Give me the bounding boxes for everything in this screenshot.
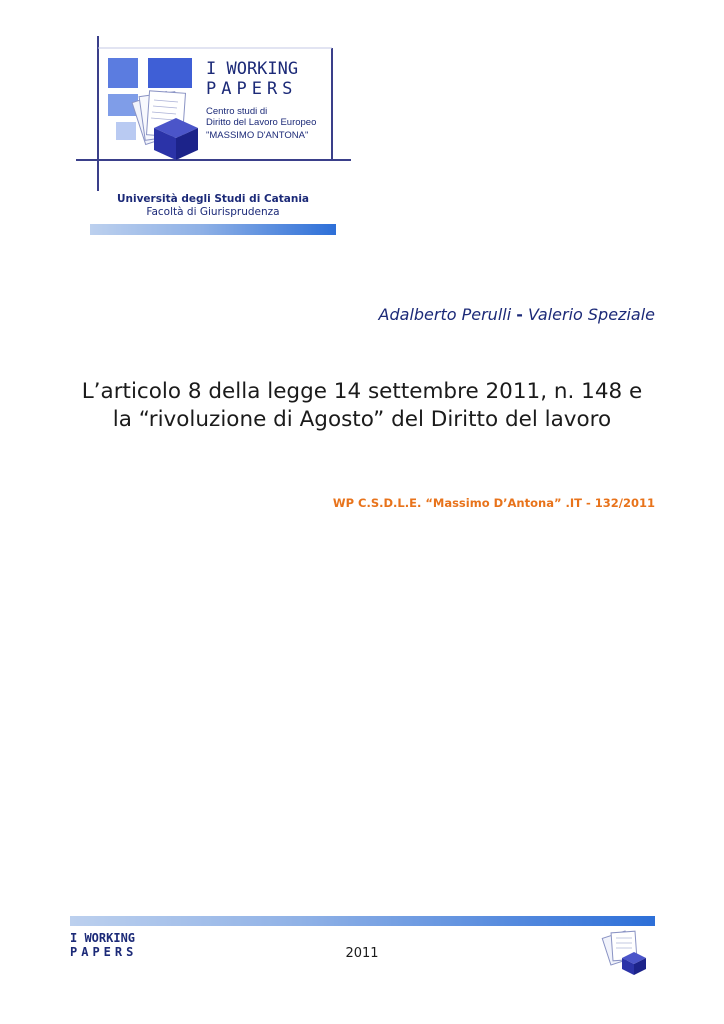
paper-stack-cube-icon	[132, 91, 198, 160]
title-line2: la “rivoluzione di Agosto” del Diritto del lavoro	[112, 407, 612, 432]
header-divider-bar	[90, 224, 336, 235]
paper-title	[40, 378, 684, 434]
header-logo	[76, 36, 351, 191]
logo-sub3: "MASSIMO D'ANTONA"	[206, 130, 309, 141]
footer-divider-bar	[70, 916, 655, 926]
footer-year: 2011	[345, 946, 379, 961]
logo-sub2: Diritto del Lavoro Europeo	[206, 117, 317, 128]
logo-sub1: Centro studi di	[206, 106, 268, 117]
university-block	[88, 193, 338, 219]
paper-stack-cube-icon	[600, 928, 656, 976]
university-name: Università degli Studi di Catania	[116, 193, 309, 205]
footer-logo-line2: PAPERS	[70, 945, 138, 959]
footer-logo	[70, 930, 162, 960]
logo-line1: I WORKING	[206, 59, 299, 79]
faculty-name: Facoltà di Giurisprudenza	[146, 206, 280, 218]
authors-line	[200, 305, 655, 324]
author-second: Valerio Speziale	[527, 305, 655, 324]
footer-logo-line1: I WORKING	[70, 931, 136, 945]
title-line1: L’articolo 8 della legge 14 settembre 2011, n. 148 e	[81, 379, 643, 404]
series-reference: WP C.S.D.L.E. “Massimo D’Antona” .IT - 132/2011	[332, 496, 655, 510]
author-first: Adalberto Perulli	[378, 305, 512, 324]
author-separator: -	[516, 305, 523, 324]
logo-line2: PAPERS	[206, 79, 298, 99]
